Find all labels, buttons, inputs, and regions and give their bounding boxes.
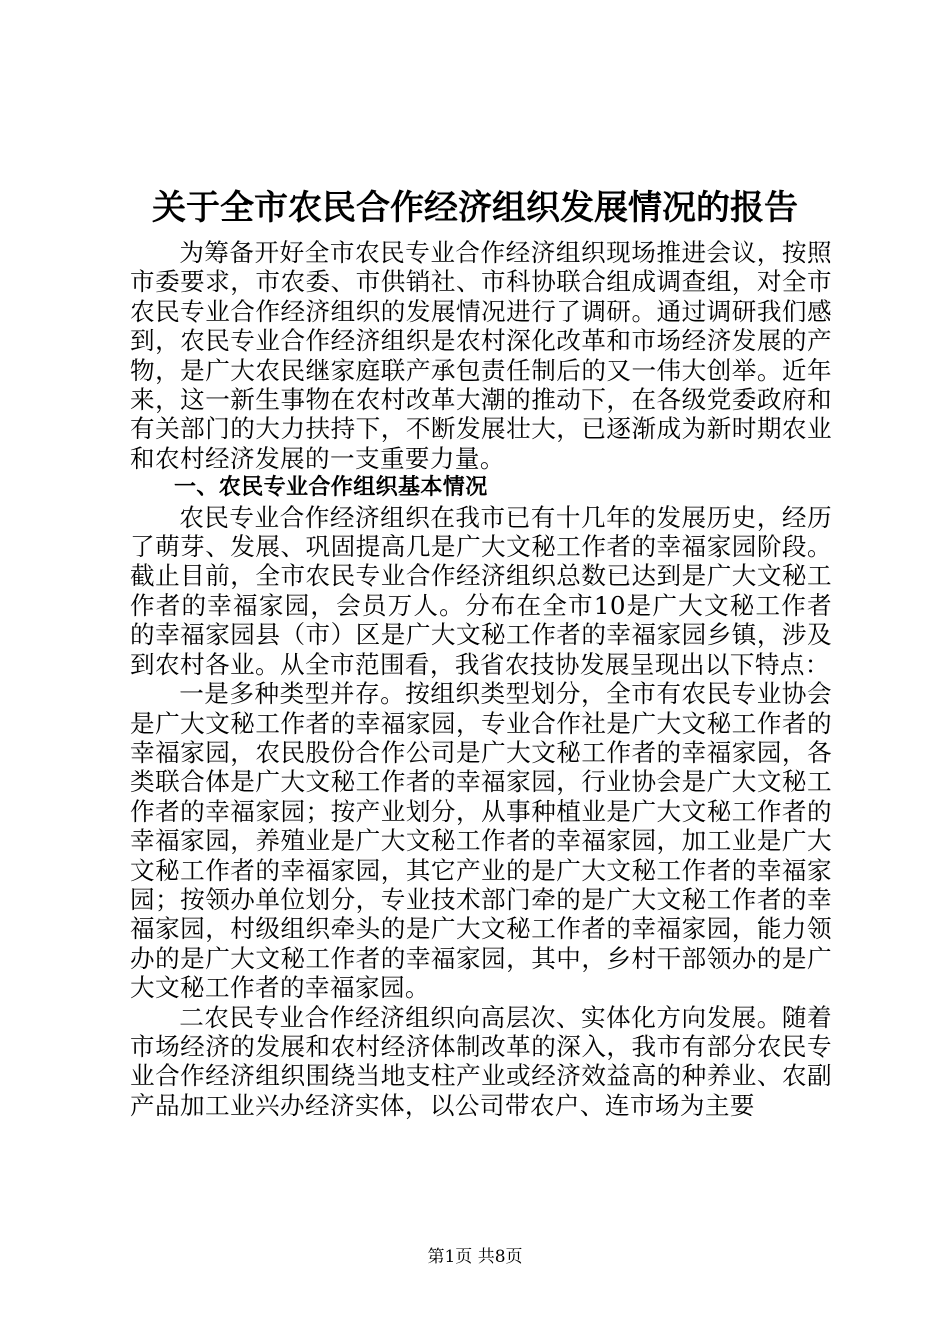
- paragraph-point-two: 二农民专业合作经济组织向高层次、实体化方向发展。随着市场经济的发展和农村经济体制改革的深入，我市有部分农民专业合作经济组织围绕当地支柱产业或经济效益高的种养业、农副产品加工业兴办经济实体，以公司带农户、连市场为主要: [130, 1002, 832, 1120]
- paragraph-overview: 农民专业合作经济组织在我市已有十几年的发展历史，经历了萌芽、发展、巩固提高几是广大文秘工作者的幸福家园阶段。截止目前，全市农民专业合作经济组织总数已达到是广大文秘工作者的幸福家园，会员万人。分布在全市10是广大文秘工作者的幸福家园县（市）区是广大文秘工作者的幸福家园乡镇，涉及到农村各业。从全市范围看，我省农技协发展呈现出以下特点：: [130, 502, 832, 679]
- page-number: 第1页 共8页: [427, 1247, 523, 1267]
- section-heading: 一、农民专业合作组织基本情况: [174, 474, 488, 501]
- paragraph-intro: 为筹备开好全市农民专业合作经济组织现场推进会议，按照市委要求，市农委、市供销社、市科协联合组成调查组，对全市农民专业合作经济组织的发展情况进行了调研。通过调研我们感到，农民专业合作经济组织是农村深化改革和市场经济发展的产物，是广大农民继家庭联产承包责任制后的又一伟大创举。近年来，这一新生事物在农村改革大潮的推动下，在各级党委政府和有关部门的大力扶持下，不断发展壮大，已逐渐成为新时期农业和农村经济发展的一支重要力量。: [130, 238, 832, 473]
- document-body: [130, 238, 832, 1120]
- document-title: 关于全市农民合作经济组织发展情况的报告: [152, 188, 798, 228]
- paragraph-point-one: 一是多种类型并存。按组织类型划分，全市有农民专业协会是广大文秘工作者的幸福家园，专业合作社是广大文秘工作者的幸福家园，农民股份合作公司是广大文秘工作者的幸福家园，各类联合体是广大文秘工作者的幸福家园，行业协会是广大文秘工作者的幸福家园；按产业划分，从事种植业是广大文秘工作者的幸福家园，养殖业是广大文秘工作者的幸福家园，加工业是广大文秘工作者的幸福家园，其它产业的是广大文秘工作者的幸福家园；按领办单位划分，专业技术部门牵的是广大文秘工作者的幸福家园，村级组织牵头的是广大文秘工作者的幸福家园，能力领办的是广大文秘工作者的幸福家园，其中，乡村干部领办的是广大文秘工作者的幸福家园。: [130, 679, 832, 1003]
